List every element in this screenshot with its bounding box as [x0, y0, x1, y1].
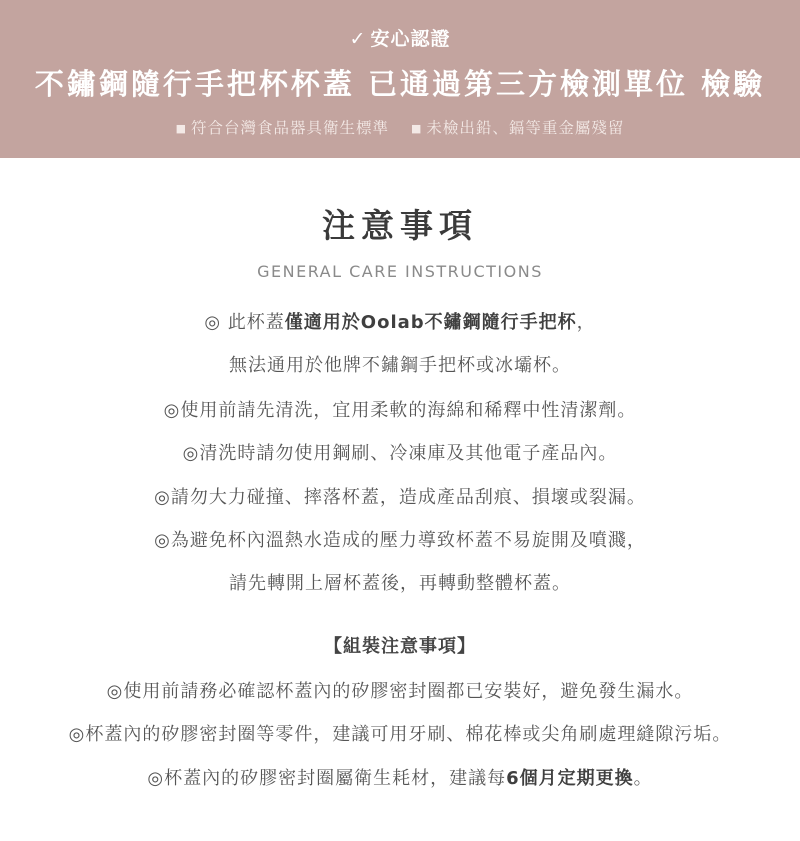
care-line-6: ◎為避免杯內溫熱水造成的壓力導致杯蓋不易旋開及噴濺， [154, 530, 646, 551]
care-line-3: ◎使用前請先清洗，宜用柔軟的海綿和稀釋中性清潔劑。 [163, 400, 637, 421]
assembly-line-3-emphasis: 6個月定期更換 [506, 768, 634, 789]
banner-note-1: ■ 符合台灣食品器具衛生標準 [175, 119, 390, 137]
square-bullet-icon: ■ [410, 122, 423, 135]
banner-notes [0, 116, 800, 138]
banner-note-2: ■ 未檢出鉛、鎘等重金屬殘留 [410, 119, 625, 137]
page-subtitle: GENERAL CARE INSTRUCTIONS [257, 262, 543, 281]
assembly-line-1: ◎使用前請務必確認杯蓋內的矽膠密封圈都已安裝好，避免發生漏水。 [106, 681, 694, 702]
assembly-line-3: ◎杯蓋內的矽膠密封圈屬衛生耗材，建議每6個月定期更換。 [147, 768, 653, 789]
certification-banner [0, 0, 800, 158]
care-line-1-emphasis: 僅適用於Oolab不鏽鋼隨行手把杯 [284, 312, 577, 333]
banner-headline: 不鏽鋼隨行手把杯杯蓋 已通過第三方檢測單位 檢驗 [34, 67, 766, 101]
badge-label: 安心認證 [370, 28, 451, 50]
assembly-line-2: ◎杯蓋內的矽膠密封圈等零件，建議可用牙刷、棉花棒或尖角刷處理縫隙污垢。 [68, 724, 732, 745]
certification-badge [0, 24, 800, 51]
care-line-4: ◎清洗時請勿使用鋼刷、冷凍庫及其他電子產品內。 [182, 443, 618, 464]
checkmark-icon: ✓ [349, 28, 367, 50]
care-line-5: ◎請勿大力碰撞、摔落杯蓋，造成產品刮痕、損壞或裂漏。 [154, 487, 646, 508]
assembly-section-title: 【組裝注意事項】 [324, 636, 476, 657]
care-line-7: 請先轉開上層杯蓋後，再轉動整體杯蓋。 [229, 573, 571, 594]
care-line-1: ◎ 此杯蓋僅適用於Oolab不鏽鋼隨行手把杯， [204, 312, 596, 333]
square-bullet-icon: ■ [175, 122, 188, 135]
care-line-2: 無法通用於他牌不鏽鋼手把杯或冰壩杯。 [229, 355, 571, 376]
page-title: 注意事項 [322, 206, 478, 245]
